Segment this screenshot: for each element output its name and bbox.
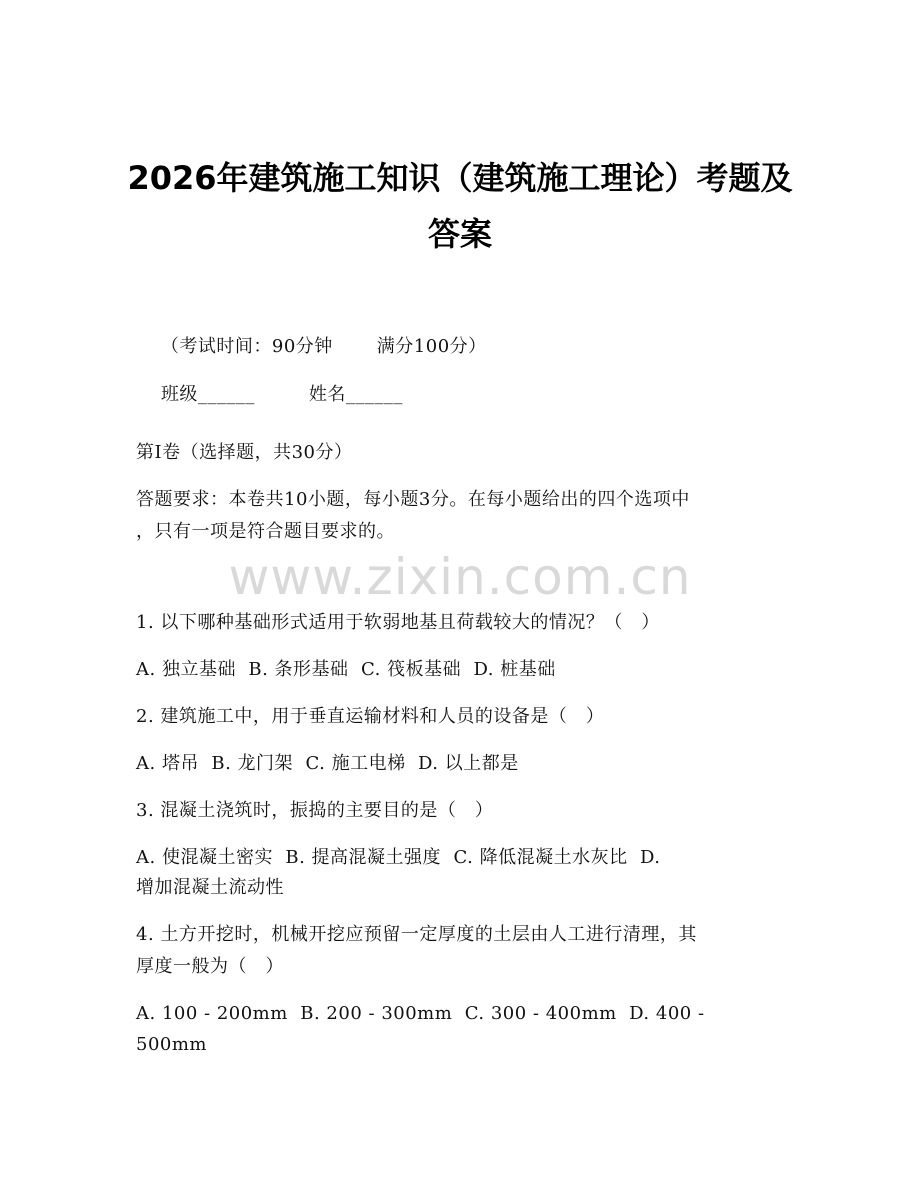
name-field: 姓名______: [308, 384, 403, 405]
question-1-options: A. 独立基础 B. 条形基础 C. 筏板基础 D. 桩基础: [136, 659, 556, 680]
question-4-options-line-1: A. 100 - 200mm B. 200 - 300mm C. 300 - 400mm D. 400 -: [136, 1003, 705, 1024]
watermark: www.zixin.com.cn: [228, 548, 692, 606]
question-3-stem: 3. 混凝土浇筑时，振捣的主要目的是（ ）: [136, 800, 494, 821]
exam-score: 满分100分）: [376, 336, 487, 357]
page-title: 2026年建筑施工知识（建筑施工理论）考题及答案: [127, 159, 793, 253]
question-4-stem-line-2: 厚度一般为（ ）: [136, 956, 284, 977]
question-4-options-line-2: 500mm: [136, 1034, 207, 1055]
question-3-options-line-2: 增加混凝土流动性: [136, 877, 284, 898]
exam-time: （考试时间：90分钟: [160, 336, 333, 357]
student-fields: [136, 345, 786, 444]
question-2-options: A. 塔吊 B. 龙门架 C. 施工电梯 D. 以上都是: [136, 753, 519, 774]
section-heading: 第Ⅰ卷（选择题，共30分）: [136, 442, 353, 463]
instructions-line-1: 答题要求：本卷共10小题，每小题3分。在每小题给出的四个选项中: [136, 489, 690, 510]
question-3-options-line-1: A. 使混凝土密实 B. 提高混凝土强度 C. 降低混凝土水灰比 D.: [136, 847, 661, 868]
question-4-stem-line-1: 4. 土方开挖时，机械开挖应预留一定厚度的土层由人工进行清理，其: [136, 924, 697, 945]
class-field: 班级______: [160, 384, 255, 405]
question-2-stem: 2. 建筑施工中，用于垂直运输材料和人员的设备是（ ）: [136, 706, 605, 727]
question-1-stem: 1. 以下哪种基础形式适用于软弱地基且荷载较大的情况？（ ）: [136, 612, 660, 633]
instructions-line-2: ，只有一项是符合题目要求的。: [136, 521, 395, 542]
